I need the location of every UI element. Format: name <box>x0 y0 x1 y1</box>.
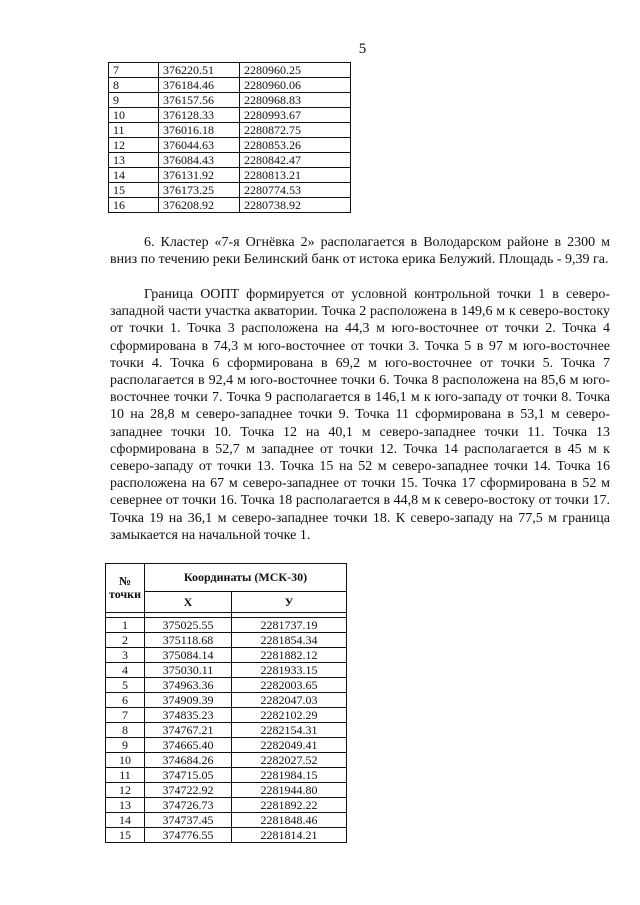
point-number-cell: 14 <box>106 813 145 828</box>
x-coordinate-cell: 374722.92 <box>145 783 232 798</box>
point-number-cell: 15 <box>106 828 145 843</box>
header-y: У <box>232 592 347 613</box>
y-coordinate-cell: 2280960.25 <box>240 63 351 78</box>
y-coordinate-cell: 2281737.19 <box>232 618 347 633</box>
header-point-number: № точки <box>106 564 145 613</box>
point-number-cell: 6 <box>106 693 145 708</box>
point-number-cell: 8 <box>109 78 159 93</box>
x-coordinate-cell: 376220.51 <box>159 63 240 78</box>
y-coordinate-cell: 2282047.03 <box>232 693 347 708</box>
point-number-cell: 9 <box>106 738 145 753</box>
y-coordinate-cell: 2281848.46 <box>232 813 347 828</box>
x-coordinate-cell: 374835.23 <box>145 708 232 723</box>
table-row <box>109 183 351 198</box>
point-number-cell: 8 <box>106 723 145 738</box>
table-row <box>106 618 347 633</box>
table-row <box>109 108 351 123</box>
table-row <box>106 693 347 708</box>
x-coordinate-cell: 374776.55 <box>145 828 232 843</box>
table-row <box>106 753 347 768</box>
y-coordinate-cell: 2280774.53 <box>240 183 351 198</box>
point-number-cell: 14 <box>109 168 159 183</box>
point-number-cell: 12 <box>109 138 159 153</box>
y-coordinate-cell: 2281882.12 <box>232 648 347 663</box>
y-coordinate-cell: 2281854.34 <box>232 633 347 648</box>
y-coordinate-cell: 2282102.29 <box>232 708 347 723</box>
point-number-cell: 9 <box>109 93 159 108</box>
table1-body <box>109 63 351 213</box>
x-coordinate-cell: 375118.68 <box>145 633 232 648</box>
x-coordinate-cell: 374665.40 <box>145 738 232 753</box>
table-row <box>106 648 347 663</box>
x-coordinate-cell: 375025.55 <box>145 618 232 633</box>
y-coordinate-cell: 2281892.22 <box>232 798 347 813</box>
page-number: 5 <box>358 41 367 57</box>
point-number-cell: 7 <box>106 708 145 723</box>
point-number-cell: 5 <box>106 678 145 693</box>
header-coordinates: Координаты (МСК-30) <box>145 564 347 592</box>
x-coordinate-cell: 374684.26 <box>145 753 232 768</box>
x-coordinate-cell: 375084.14 <box>145 648 232 663</box>
table-row <box>109 168 351 183</box>
coordinates-table <box>105 563 347 843</box>
x-coordinate-cell: 374767.21 <box>145 723 232 738</box>
x-coordinate-cell: 374726.73 <box>145 798 232 813</box>
cluster-description-paragraph: 6. Кластер «7-я Огнёвка 2» располагается в Володарском районе в 2300 м вниз по течению реки Белинский банк от истока ерика Белужий. Площадь - 9,39 га. <box>110 235 610 268</box>
point-number-cell: 15 <box>109 183 159 198</box>
coordinates-table-continued <box>108 62 351 213</box>
point-number-cell: 11 <box>106 768 145 783</box>
table-row <box>106 738 347 753</box>
y-coordinate-cell: 2282154.31 <box>232 723 347 738</box>
x-coordinate-cell: 376184.46 <box>159 78 240 93</box>
y-coordinate-cell: 2280993.67 <box>240 108 351 123</box>
table-row <box>109 78 351 93</box>
y-coordinate-cell: 2281944.80 <box>232 783 347 798</box>
table-row <box>109 198 351 213</box>
table-row <box>106 768 347 783</box>
y-coordinate-cell: 2281814.21 <box>232 828 347 843</box>
x-coordinate-cell: 376173.25 <box>159 183 240 198</box>
table-row <box>109 93 351 108</box>
y-coordinate-cell: 2280813.21 <box>240 168 351 183</box>
table-row <box>106 798 347 813</box>
point-number-cell: 7 <box>109 63 159 78</box>
table-row <box>109 123 351 138</box>
x-coordinate-cell: 376157.56 <box>159 93 240 108</box>
x-coordinate-cell: 376208.92 <box>159 198 240 213</box>
table-row <box>109 63 351 78</box>
table-row <box>106 678 347 693</box>
y-coordinate-cell: 2282027.52 <box>232 753 347 768</box>
y-coordinate-cell: 2280842.47 <box>240 153 351 168</box>
y-coordinate-cell: 2280853.26 <box>240 138 351 153</box>
y-coordinate-cell: 2281933.15 <box>232 663 347 678</box>
point-number-cell: 10 <box>109 108 159 123</box>
table-row <box>106 663 347 678</box>
point-number-cell: 16 <box>109 198 159 213</box>
point-number-cell: 2 <box>106 633 145 648</box>
y-coordinate-cell: 2280960.06 <box>240 78 351 93</box>
x-coordinate-cell: 375030.11 <box>145 663 232 678</box>
table-row <box>106 783 347 798</box>
x-coordinate-cell: 376128.33 <box>159 108 240 123</box>
table2-body <box>106 618 347 843</box>
point-number-cell: 4 <box>106 663 145 678</box>
y-coordinate-cell: 2281984.15 <box>232 768 347 783</box>
table-row <box>106 723 347 738</box>
point-number-cell: 13 <box>109 153 159 168</box>
x-coordinate-cell: 374909.39 <box>145 693 232 708</box>
table2-header <box>106 564 347 618</box>
x-coordinate-cell: 374737.45 <box>145 813 232 828</box>
point-number-cell: 10 <box>106 753 145 768</box>
point-number-cell: 3 <box>106 648 145 663</box>
table-row <box>106 828 347 843</box>
point-number-cell: 1 <box>106 618 145 633</box>
table-row <box>106 813 347 828</box>
y-coordinate-cell: 2280738.92 <box>240 198 351 213</box>
point-number-cell: 11 <box>109 123 159 138</box>
x-coordinate-cell: 376131.92 <box>159 168 240 183</box>
y-coordinate-cell: 2282049.41 <box>232 738 347 753</box>
y-coordinate-cell: 2280968.83 <box>240 93 351 108</box>
table-row <box>109 138 351 153</box>
x-coordinate-cell: 376016.18 <box>159 123 240 138</box>
x-coordinate-cell: 374715.05 <box>145 768 232 783</box>
x-coordinate-cell: 376084.43 <box>159 153 240 168</box>
table-row <box>106 633 347 648</box>
table-row <box>109 153 351 168</box>
x-coordinate-cell: 376044.63 <box>159 138 240 153</box>
point-number-cell: 13 <box>106 798 145 813</box>
table-row <box>106 708 347 723</box>
point-number-cell: 12 <box>106 783 145 798</box>
y-coordinate-cell: 2282003.65 <box>232 678 347 693</box>
y-coordinate-cell: 2280872.75 <box>240 123 351 138</box>
x-coordinate-cell: 374963.36 <box>145 678 232 693</box>
boundary-description-paragraph: Граница ООПТ формируется от условной контрольной точки 1 в северо-западной части участка акватории. Точка 2 расположена в 149,6 м к северо-востоку от точки 1. Точка 3 расположена на 44,3 м юго-восточнее от точки 2. Точка 4 сформирована в 74,3 м юго-восточнее от точки 3. Точка 5 в 97 м юго-восточнее точки 4. Точка 6 сформирована в 69,2 м юго-восточнее от точки 5. Точка 7 располагается в 92,4 м юго-восточнее точки 6. Точка 8 расположена на 85,6 м юго-восточнее точки 7. Точка 9 располагается в 146,1 м к юго-западу от точки 8. Точка 10 на 28,8 м северо-западнее точки 9. Точка 11 сформирована в 53,1 м северо-западнее точки 10. Точка 12 на 40,1 м северо-западнее точки 11. Точка 13 сформирована в 52,7 м западнее от точки 12. Точка 14 располагается в 45 м к северо-западу от точки 13. Точка 15 на 52 м северо-западнее точки 14. Точка 16 расположена на 67 м северо-западнее от точки 15. Точка 17 сформирована в 52 м севернее от точки 16. Точка 18 располагается в 44,8 м к северо-востоку от точки 17. Точка 19 на 36,1 м северо-западнее точки 18. К северо-западу на 77,5 м граница замыкается на начальной точке 1. <box>110 287 610 543</box>
header-x: X <box>145 592 232 613</box>
